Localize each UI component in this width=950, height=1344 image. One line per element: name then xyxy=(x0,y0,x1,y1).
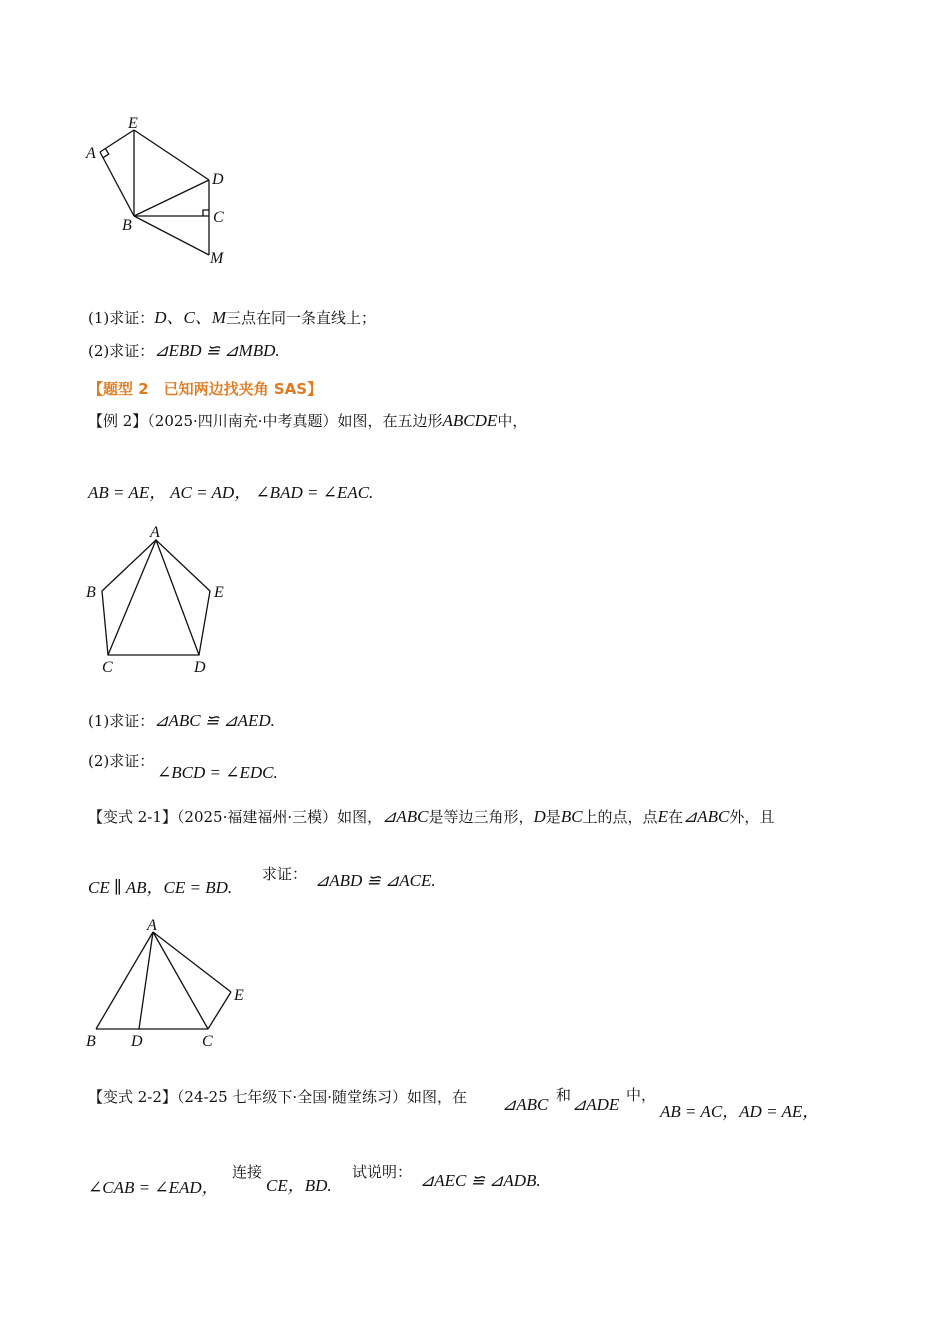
fig3-segment-AE xyxy=(153,932,231,992)
q1-part1: (1)求证：D、C、M三点在同一条直线上； xyxy=(88,308,377,327)
fig2-pentagon xyxy=(102,540,210,655)
fig1-label-C: C xyxy=(213,209,224,226)
section-heading: 【题型 2 已知两边找夹角 SAS】 xyxy=(88,380,323,398)
fig2-label-A: A xyxy=(150,524,160,541)
fig3-label-A: A xyxy=(147,917,157,934)
fig1-segment-BM xyxy=(134,216,209,255)
fig2-segment-AC xyxy=(108,540,156,655)
fig2-label-B: B xyxy=(86,584,96,601)
figure-1 xyxy=(80,110,240,270)
variant-2-2-conditions-2: ∠CAB = ∠EAD， xyxy=(88,1178,219,1197)
fig1-label-B: B xyxy=(122,217,132,234)
variant-2-1-intro: 【变式 2-1】（2025·福建福州·三模）如图，⊿ABC是等边三角形，D是BC上的点，点E在⊿ABC外，且 xyxy=(88,807,775,826)
variant-2-1-conditions: CE ∥ AB，CE = BD. xyxy=(88,878,233,897)
variant-2-2-connect: 连接 xyxy=(232,1163,263,1181)
fig1-label-A: A xyxy=(86,145,96,162)
fig2-label-E: E xyxy=(214,584,224,601)
fig3-label-C: C xyxy=(202,1033,213,1050)
fig3-label-D: D xyxy=(131,1033,143,1050)
variant-2-2-and: 和 xyxy=(556,1086,572,1104)
fig1-segment-AB xyxy=(100,152,134,216)
fig1-segment-ED xyxy=(134,130,209,180)
fig1-label-D: D xyxy=(212,171,224,188)
example-2-part2-label: (2)求证： xyxy=(88,752,155,770)
variant-2-2-segments: CE，BD. xyxy=(266,1176,332,1195)
example-2-part1: (1)求证：⊿ABC ≌ ⊿AED. xyxy=(88,711,275,730)
variant-2-1-prove-math: ⊿ABD ≌ ⊿ACE. xyxy=(315,871,436,890)
q1-part2: (2)求证：⊿EBD ≌ ⊿MBD. xyxy=(88,341,280,360)
fig3-segment-CE xyxy=(208,992,231,1029)
fig3-segment-AD xyxy=(139,932,153,1029)
fig1-label-M: M xyxy=(210,250,224,267)
example-2-conditions: AB = AE， AC = AD， ∠BAD = ∠EAC. xyxy=(88,483,374,502)
fig3-segment-AB xyxy=(96,932,153,1029)
fig2-segment-AD xyxy=(156,540,199,655)
figure-3 xyxy=(80,912,270,1052)
variant-2-2-triangle-ade: ⊿ADE xyxy=(572,1095,620,1114)
example-2-part2-math: ∠BCD = ∠EDC. xyxy=(157,763,278,782)
example-2-intro: 【例 2】（2025·四川南充·中考真题）如图，在五边形ABCDE中， xyxy=(88,411,528,430)
variant-2-2-prove-math: ⊿AEC ≌ ⊿ADB. xyxy=(420,1171,541,1190)
fig2-label-D: D xyxy=(194,659,206,676)
fig3-label-E: E xyxy=(234,987,244,1004)
fig3-segment-AC xyxy=(153,932,208,1029)
fig1-right-angle-C xyxy=(203,210,209,216)
fig1-label-E: E xyxy=(128,115,138,132)
fig1-segment-BD xyxy=(134,180,209,216)
fig2-label-C: C xyxy=(102,659,113,676)
variant-2-2-conditions-1: AB = AC，AD = AE， xyxy=(660,1102,820,1121)
variant-2-2-triangle-abc: ⊿ABC xyxy=(502,1095,549,1114)
variant-2-1-prove-label: 求证： xyxy=(262,865,308,883)
variant-2-2-intro: 【变式 2-2】（24-25 七年级下·全国·随堂练习）如图，在 xyxy=(88,1088,467,1106)
fig3-label-B: B xyxy=(86,1033,96,1050)
figure-2 xyxy=(80,520,240,680)
variant-2-2-zhong: 中， xyxy=(626,1086,657,1104)
variant-2-2-explain: 试说明： xyxy=(352,1163,413,1181)
fig1-segment-AE xyxy=(100,130,134,152)
